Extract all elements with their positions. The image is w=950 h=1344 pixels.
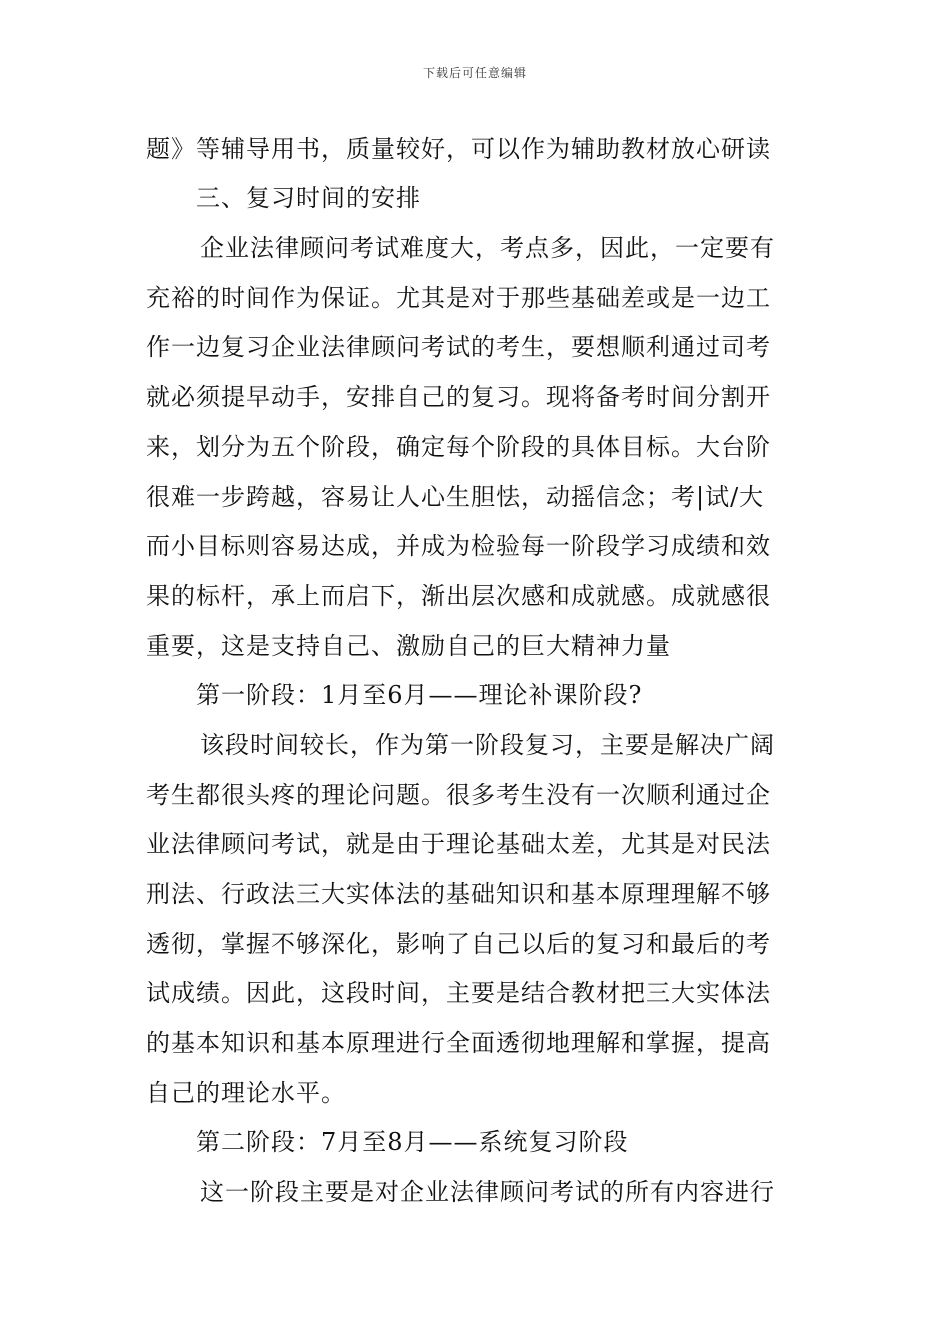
body-line: 的基本知识和基本原理进行全面透彻地理解和掌握，提高 xyxy=(146,1029,771,1057)
body-line: 而小目标则容易达成，并成为检验每一阶段学习成绩和效 xyxy=(146,532,771,560)
body-line: 充裕的时间作为保证。尤其是对于那些基础差或是一边工 xyxy=(146,284,771,312)
body-line: 这一阶段主要是对企业法律顾问考试的所有内容进行 xyxy=(200,1178,775,1206)
body-line: 很难一步跨越，容易让人心生胆怯，动摇信念；考|试/大 xyxy=(146,483,765,511)
body-line: 重要，这是支持自己、激励自己的巨大精神力量 xyxy=(146,632,671,660)
body-line: 企业法律顾问考试难度大，考点多，因此，一定要有 xyxy=(200,234,775,262)
body-line: 果的标杆，承上而启下，渐出层次感和成就感。成就感很 xyxy=(146,582,771,610)
body-line: 考生都很头疼的理论问题。很多考生没有一次顺利通过企 xyxy=(146,781,771,809)
stage-heading: 第一阶段：1月至6月——理论补课阶段? xyxy=(196,681,643,709)
body-line: 就必须提早动手，安排自己的复习。现将备考时间分割开 xyxy=(146,383,771,411)
body-line: 试成绩。因此，这段时间，主要是结合教材把三大实体法 xyxy=(146,979,771,1007)
section-heading: 三、复习时间的安排 xyxy=(196,184,421,212)
body-line: 业法律顾问考试，就是由于理论基础太差，尤其是对民法 xyxy=(146,830,771,858)
body-line: 作一边复习企业法律顾问考试的考生，要想顺利通过司考 xyxy=(146,333,771,361)
body-line: 该段时间较长，作为第一阶段复习，主要是解决广阔 xyxy=(200,731,775,759)
body-line: 来，划分为五个阶段，确定每个阶段的具体目标。大台阶 xyxy=(146,433,771,461)
stage-heading: 第二阶段：7月至8月——系统复习阶段 xyxy=(196,1128,629,1156)
page-header: 下载后可任意编辑 xyxy=(422,66,527,80)
body-line: 自己的理论水平。 xyxy=(146,1079,346,1107)
body-line: 刑法、行政法三大实体法的基础知识和基本原理理解不够 xyxy=(146,880,771,908)
body-line: 透彻，掌握不够深化，影响了自己以后的复习和最后的考 xyxy=(146,930,771,958)
body-line: 题》等辅导用书，质量较好，可以作为辅助教材放心研读 xyxy=(146,135,771,163)
